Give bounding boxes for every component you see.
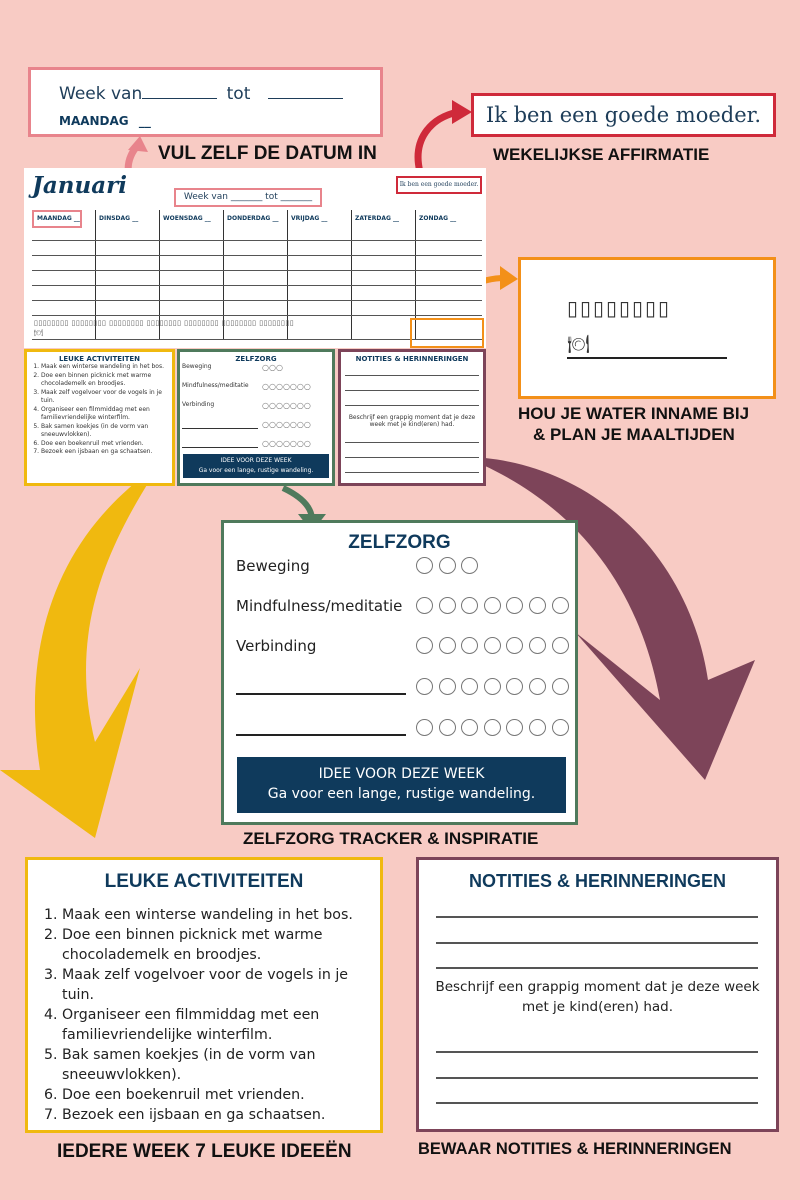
idea-title: IDEE VOOR DEZE WEEK xyxy=(220,457,292,464)
divider xyxy=(351,210,352,340)
day-header: DONDERDAG __ xyxy=(227,215,279,222)
note-line[interactable] xyxy=(345,472,479,473)
circle-icon[interactable] xyxy=(439,597,456,614)
caption-activities: IEDERE WEEK 7 LEUKE IDEEËN xyxy=(57,1141,352,1162)
circle-icon[interactable] xyxy=(416,678,433,695)
selfcare-preview xyxy=(177,349,335,486)
week-label: Week van xyxy=(59,84,143,104)
notes-box xyxy=(416,857,779,1132)
note-line[interactable] xyxy=(436,942,758,944)
circle-icon[interactable] xyxy=(506,678,523,695)
circle-icon[interactable] xyxy=(552,719,569,736)
list-item: 2. Doe een binnen picknick met warme chocolademelk en broodjes. xyxy=(41,372,168,389)
idea-text: Ga voor een lange, rustige wandeling. xyxy=(198,467,314,474)
idea-title: IDEE VOOR DEZE WEEK xyxy=(318,766,485,782)
meal-plate-icon: 🍽 xyxy=(567,334,590,355)
circle-icon[interactable] xyxy=(552,597,569,614)
day-header: WOENSDAG __ xyxy=(163,215,211,222)
circle-icon[interactable] xyxy=(439,557,456,574)
circle-icon[interactable] xyxy=(416,557,433,574)
week-start-blank[interactable] xyxy=(142,85,217,99)
day-label-line xyxy=(59,114,151,128)
row-label: Verbinding xyxy=(182,401,215,408)
water-glasses-row: ▯▯▯▯▯▯▯▯ ▯▯▯▯▯▯▯▯ ▯▯▯▯▯▯▯▯ ▯▯▯▯▯▯▯▯ ▯▯▯▯▯▯▯▯ ▯▯▯▯▯▯▯▯ ▯▯▯▯▯▯▯▯ xyxy=(34,319,295,327)
circle-icon[interactable] xyxy=(461,557,478,574)
divider xyxy=(32,270,482,271)
notes-preview-title: NOTITIES & HERINNERINGEN xyxy=(355,355,469,363)
list-item: 7. Bezoek een ijsbaan en ga schaatsen. xyxy=(41,448,168,457)
affirmation-box xyxy=(471,93,776,137)
circle-icon[interactable] xyxy=(416,597,433,614)
list-item: 6. Doe een boekenruil met vrienden. xyxy=(62,1085,368,1105)
caption-selfcare: ZELFZORG TRACKER & INSPIRATIE xyxy=(243,829,539,848)
blank-line[interactable] xyxy=(182,439,258,448)
activities-title: LEUKE ACTIVITEITEN xyxy=(104,871,304,892)
circles-icon[interactable]: ○○○○○○○ xyxy=(262,401,311,410)
row-label-verbinding: Verbinding xyxy=(236,637,317,655)
circle-group xyxy=(416,637,574,658)
list-item: 6. Doe een boekenruil met vrienden. xyxy=(41,440,168,449)
week-date-box xyxy=(28,67,383,137)
list-item: 3. Maak zelf vogelvoer voor de vogels in je tuin. xyxy=(41,389,168,406)
circle-icon[interactable] xyxy=(506,637,523,654)
circle-group xyxy=(416,678,574,699)
day-blank[interactable]: __ xyxy=(138,114,151,128)
day-header: DINSDAG __ xyxy=(99,215,139,222)
selfcare-tracker xyxy=(221,520,578,825)
circle-icon[interactable] xyxy=(461,637,478,654)
week-end-blank[interactable] xyxy=(268,85,343,99)
circle-icon[interactable] xyxy=(439,719,456,736)
caption-notes: BEWAAR NOTITIES & HERINNERINGEN xyxy=(418,1140,732,1158)
note-line[interactable] xyxy=(345,390,479,391)
divider xyxy=(32,315,482,316)
water-highlight xyxy=(410,318,484,348)
note-line[interactable] xyxy=(345,442,479,443)
circle-group xyxy=(416,719,574,740)
divider xyxy=(32,240,482,241)
caption-fill-date: VUL ZELF DE DATUM IN xyxy=(158,143,377,164)
circle-icon[interactable] xyxy=(484,678,501,695)
planner-page-preview xyxy=(24,168,486,348)
day-header: ZONDAG __ xyxy=(419,215,457,222)
note-line[interactable] xyxy=(436,1051,758,1053)
list-item: 4. Organiseer een filmmiddag met een familievriendelijke winterfilm. xyxy=(41,406,168,423)
selfcare-row xyxy=(180,401,332,420)
divider xyxy=(32,300,482,301)
circle-icon[interactable] xyxy=(484,597,501,614)
row-label: Beweging xyxy=(182,363,212,370)
circle-icon[interactable] xyxy=(484,719,501,736)
meal-icons-row: 🍽 xyxy=(34,329,44,337)
custom-row-line[interactable] xyxy=(236,693,406,695)
circle-group xyxy=(416,557,484,578)
day-header: MAANDAG __ xyxy=(32,210,82,228)
note-line[interactable] xyxy=(436,1102,758,1104)
circles-icon[interactable]: ○○○ xyxy=(262,363,283,372)
circle-icon[interactable] xyxy=(416,719,433,736)
circle-icon[interactable] xyxy=(416,637,433,654)
notes-title: NOTITIES & HERINNERINGEN xyxy=(468,871,727,891)
circle-group xyxy=(416,597,574,618)
circle-icon[interactable] xyxy=(484,637,501,654)
circles-icon[interactable]: ○○○○○○○ xyxy=(262,382,311,391)
divider xyxy=(32,285,482,286)
notes-preview xyxy=(338,349,486,486)
circles-icon[interactable]: ○○○○○○○ xyxy=(262,420,311,429)
selfcare-preview-title: ZELFZORG xyxy=(235,355,277,363)
custom-row-line[interactable] xyxy=(236,734,406,736)
list-item: 4. Organiseer een filmmiddag met een familievriendelijke winterfilm. xyxy=(62,1005,368,1045)
circles-icon[interactable]: ○○○○○○○ xyxy=(262,439,311,448)
list-item: 5. Bak samen koekjes (in de vorm van sneeuwvlokken). xyxy=(41,423,168,440)
day-header: ZATERDAG __ xyxy=(355,215,399,222)
circle-icon[interactable] xyxy=(552,637,569,654)
circle-icon[interactable] xyxy=(461,678,478,695)
water-meal-box xyxy=(518,257,776,399)
note-line[interactable] xyxy=(436,967,758,969)
yellow-arrow-icon xyxy=(0,475,150,838)
planner-affirmation: Ik ben een goede moeder. xyxy=(396,176,482,194)
note-line[interactable] xyxy=(345,405,479,406)
affirmation-text: Ik ben een goede moeder. xyxy=(485,103,762,127)
row-label-beweging: Beweging xyxy=(236,557,310,575)
caption-affirmation: WEKELIJKSE AFFIRMATIE xyxy=(493,145,710,164)
caption-water-2: & PLAN JE MAALTIJDEN xyxy=(533,425,735,444)
activities-box xyxy=(25,857,383,1133)
idea-text: Ga voor een lange, rustige wandeling. xyxy=(267,786,536,802)
day-header: VRIJDAG __ xyxy=(291,215,328,222)
circle-icon[interactable] xyxy=(529,719,546,736)
circle-icon[interactable] xyxy=(506,597,523,614)
activities-list xyxy=(28,905,380,1125)
circle-icon[interactable] xyxy=(439,637,456,654)
selfcare-title: ZELFZORG xyxy=(348,532,451,553)
week-range-line xyxy=(59,84,343,104)
row-label: Mindfulness/meditatie xyxy=(182,382,249,389)
idea-banner xyxy=(237,757,566,813)
row-label-mindfulness: Mindfulness/meditatie xyxy=(236,597,403,615)
circle-icon[interactable] xyxy=(552,678,569,695)
month-title: Januari xyxy=(32,172,127,199)
water-glasses-icon[interactable]: ▯▯▯▯▯▯▯▯ xyxy=(567,296,672,320)
circle-icon[interactable] xyxy=(529,637,546,654)
notes-prompt: Beschrijf een grappig moment dat je deze week met je kind(eren) had. xyxy=(435,979,760,1015)
circle-icon[interactable] xyxy=(461,597,478,614)
circle-icon[interactable] xyxy=(506,719,523,736)
activities-preview-title: LEUKE ACTIVITEITEN xyxy=(58,355,141,363)
idea-banner xyxy=(183,454,329,478)
circle-icon[interactable] xyxy=(461,719,478,736)
circle-icon[interactable] xyxy=(439,678,456,695)
selfcare-row xyxy=(180,420,332,439)
note-line[interactable] xyxy=(436,1077,758,1079)
list-item: 2. Doe een binnen picknick met warme chocolademelk en broodjes. xyxy=(62,925,368,965)
note-line[interactable] xyxy=(436,916,758,918)
list-item: 1. Maak een winterse wandeling in het bos. xyxy=(41,363,168,372)
list-item: 1. Maak een winterse wandeling in het bos. xyxy=(62,905,368,925)
divider xyxy=(32,255,482,256)
circle-icon[interactable] xyxy=(529,678,546,695)
planner-week-box: Week van _______ tot _______ xyxy=(174,188,322,207)
list-item: 3. Maak zelf vogelvoer voor de vogels in je tuin. xyxy=(62,965,368,1005)
list-item: 5. Bak samen koekjes (in de vorm van sneeuwvlokken). xyxy=(62,1045,368,1085)
note-line[interactable] xyxy=(345,457,479,458)
caption-water-1: HOU JE WATER INNAME BIJ xyxy=(518,404,750,423)
to-label: tot xyxy=(226,84,251,104)
blank-line[interactable] xyxy=(182,420,258,429)
meal-line[interactable] xyxy=(567,357,727,359)
circle-icon[interactable] xyxy=(529,597,546,614)
notes-preview-prompt: Beschrijf een grappig moment dat je deze week met je kind(eren) had. xyxy=(348,414,476,428)
selfcare-row xyxy=(180,382,332,401)
day-column-saturday xyxy=(352,210,399,340)
selfcare-row xyxy=(180,363,332,382)
list-item: 7. Bezoek een ijsbaan en ga schaatsen. xyxy=(62,1105,368,1125)
note-line[interactable] xyxy=(345,375,479,376)
activities-preview xyxy=(24,349,175,486)
activities-preview-list xyxy=(27,363,172,457)
day-label: MAANDAG xyxy=(59,114,129,128)
